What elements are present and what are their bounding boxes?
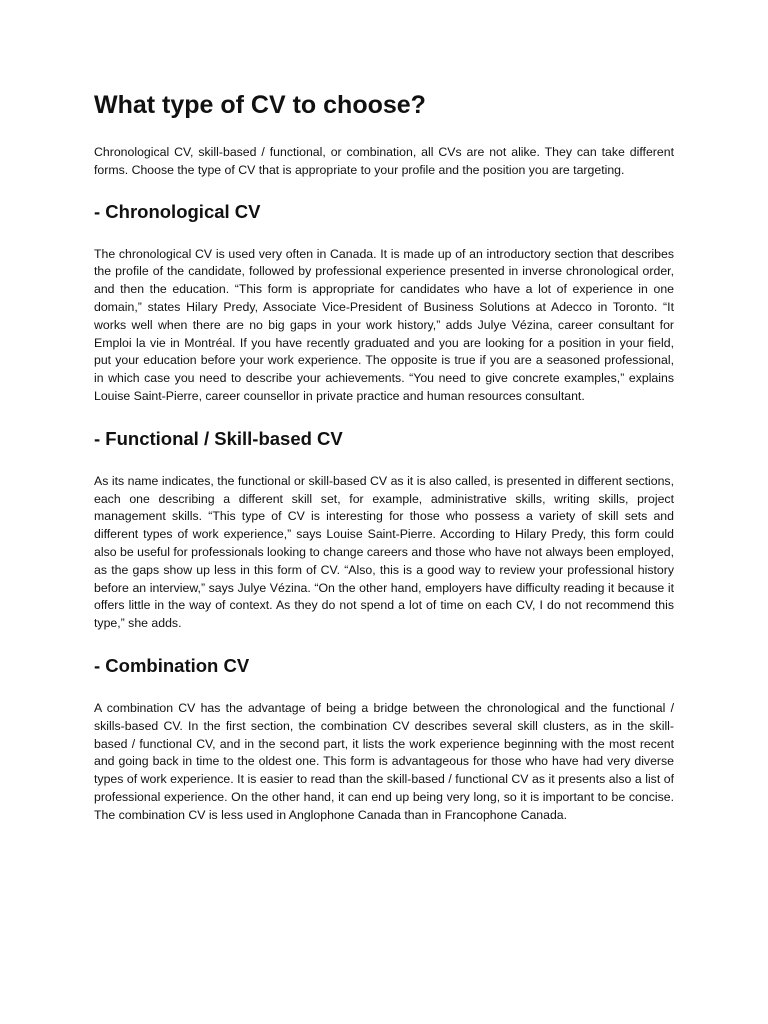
page-title: What type of CV to choose?: [94, 91, 426, 119]
section-body-combination: A combination CV has the advantage of being a bridge between the chronological and the functional / skills-based CV. In the first section, the combination CV describes several skill clusters, as in the skill-based / functional CV, and in the second part, it lists the work experience beginning with the most recent and going back in time to the oldest one. This form is advantageous for those who have had very diverse types of work experience. It is easier to read than the skill-based / functional CV as it presents also a list of professional experience. On the other hand, it can end up being very long, so it is important to be concise. The combination CV is less used in Anglophone Canada than in Francophone Canada.: [94, 700, 674, 822]
section-heading-combination: - Combination CV: [94, 654, 250, 676]
section-body-chronological: The chronological CV is used very often in Canada. It is made up of an introductory section that describes the profile of the candidate, followed by professional experience presented in inverse chronological order, and then the education. “This form is appropriate for candidates who have a lot of experience in one domain,” states Hilary Predy, Associate Vice-President of Business Solutions at Adecco in Toronto. “It works well when there are no big gaps in your work history,” adds Julye Vézina, career consultant for Emploi la vie in Montréal. If you have recently graduated and you are looking for a position in your field, put your education before your work experience. The opposite is true if you are a seasoned professional, in which case you need to describe your achievements. “You need to give concrete examples,” explains Louise Saint-Pierre, career counsellor in private practice and human resources consultant.: [94, 246, 674, 403]
section-heading-functional: - Functional / Skill-based CV: [94, 427, 343, 449]
intro-paragraph: Chronological CV, skill-based / functional, or combination, all CVs are not alike. They can take different forms. Choose the type of CV that is appropriate to your profile and the position you are targeting.: [94, 145, 674, 177]
section-heading-chronological: - Chronological CV: [94, 200, 261, 222]
document-page: [94, 88, 674, 842]
section-body-functional: As its name indicates, the functional or skill-based CV as it is also called, is presented in different sections, each one describing a different skill set, for example, administrative skills, writing skills, project management skills. “This type of CV is interesting for those who possess a variety of skill sets and different types of work experience,” says Louise Saint-Pierre. According to Hilary Predy, this form could also be useful for professionals looking to change careers and those who have not always been employed, as the gaps show up less in this form of CV. “Also, this is a good way to review your professional history before an interview,” says Julye Vézina. “On the other hand, employers have difficulty reading it because it offers little in the way of context. As they do not spend a lot of time on each CV, I do not recommend this type,” she adds.: [94, 473, 674, 631]
